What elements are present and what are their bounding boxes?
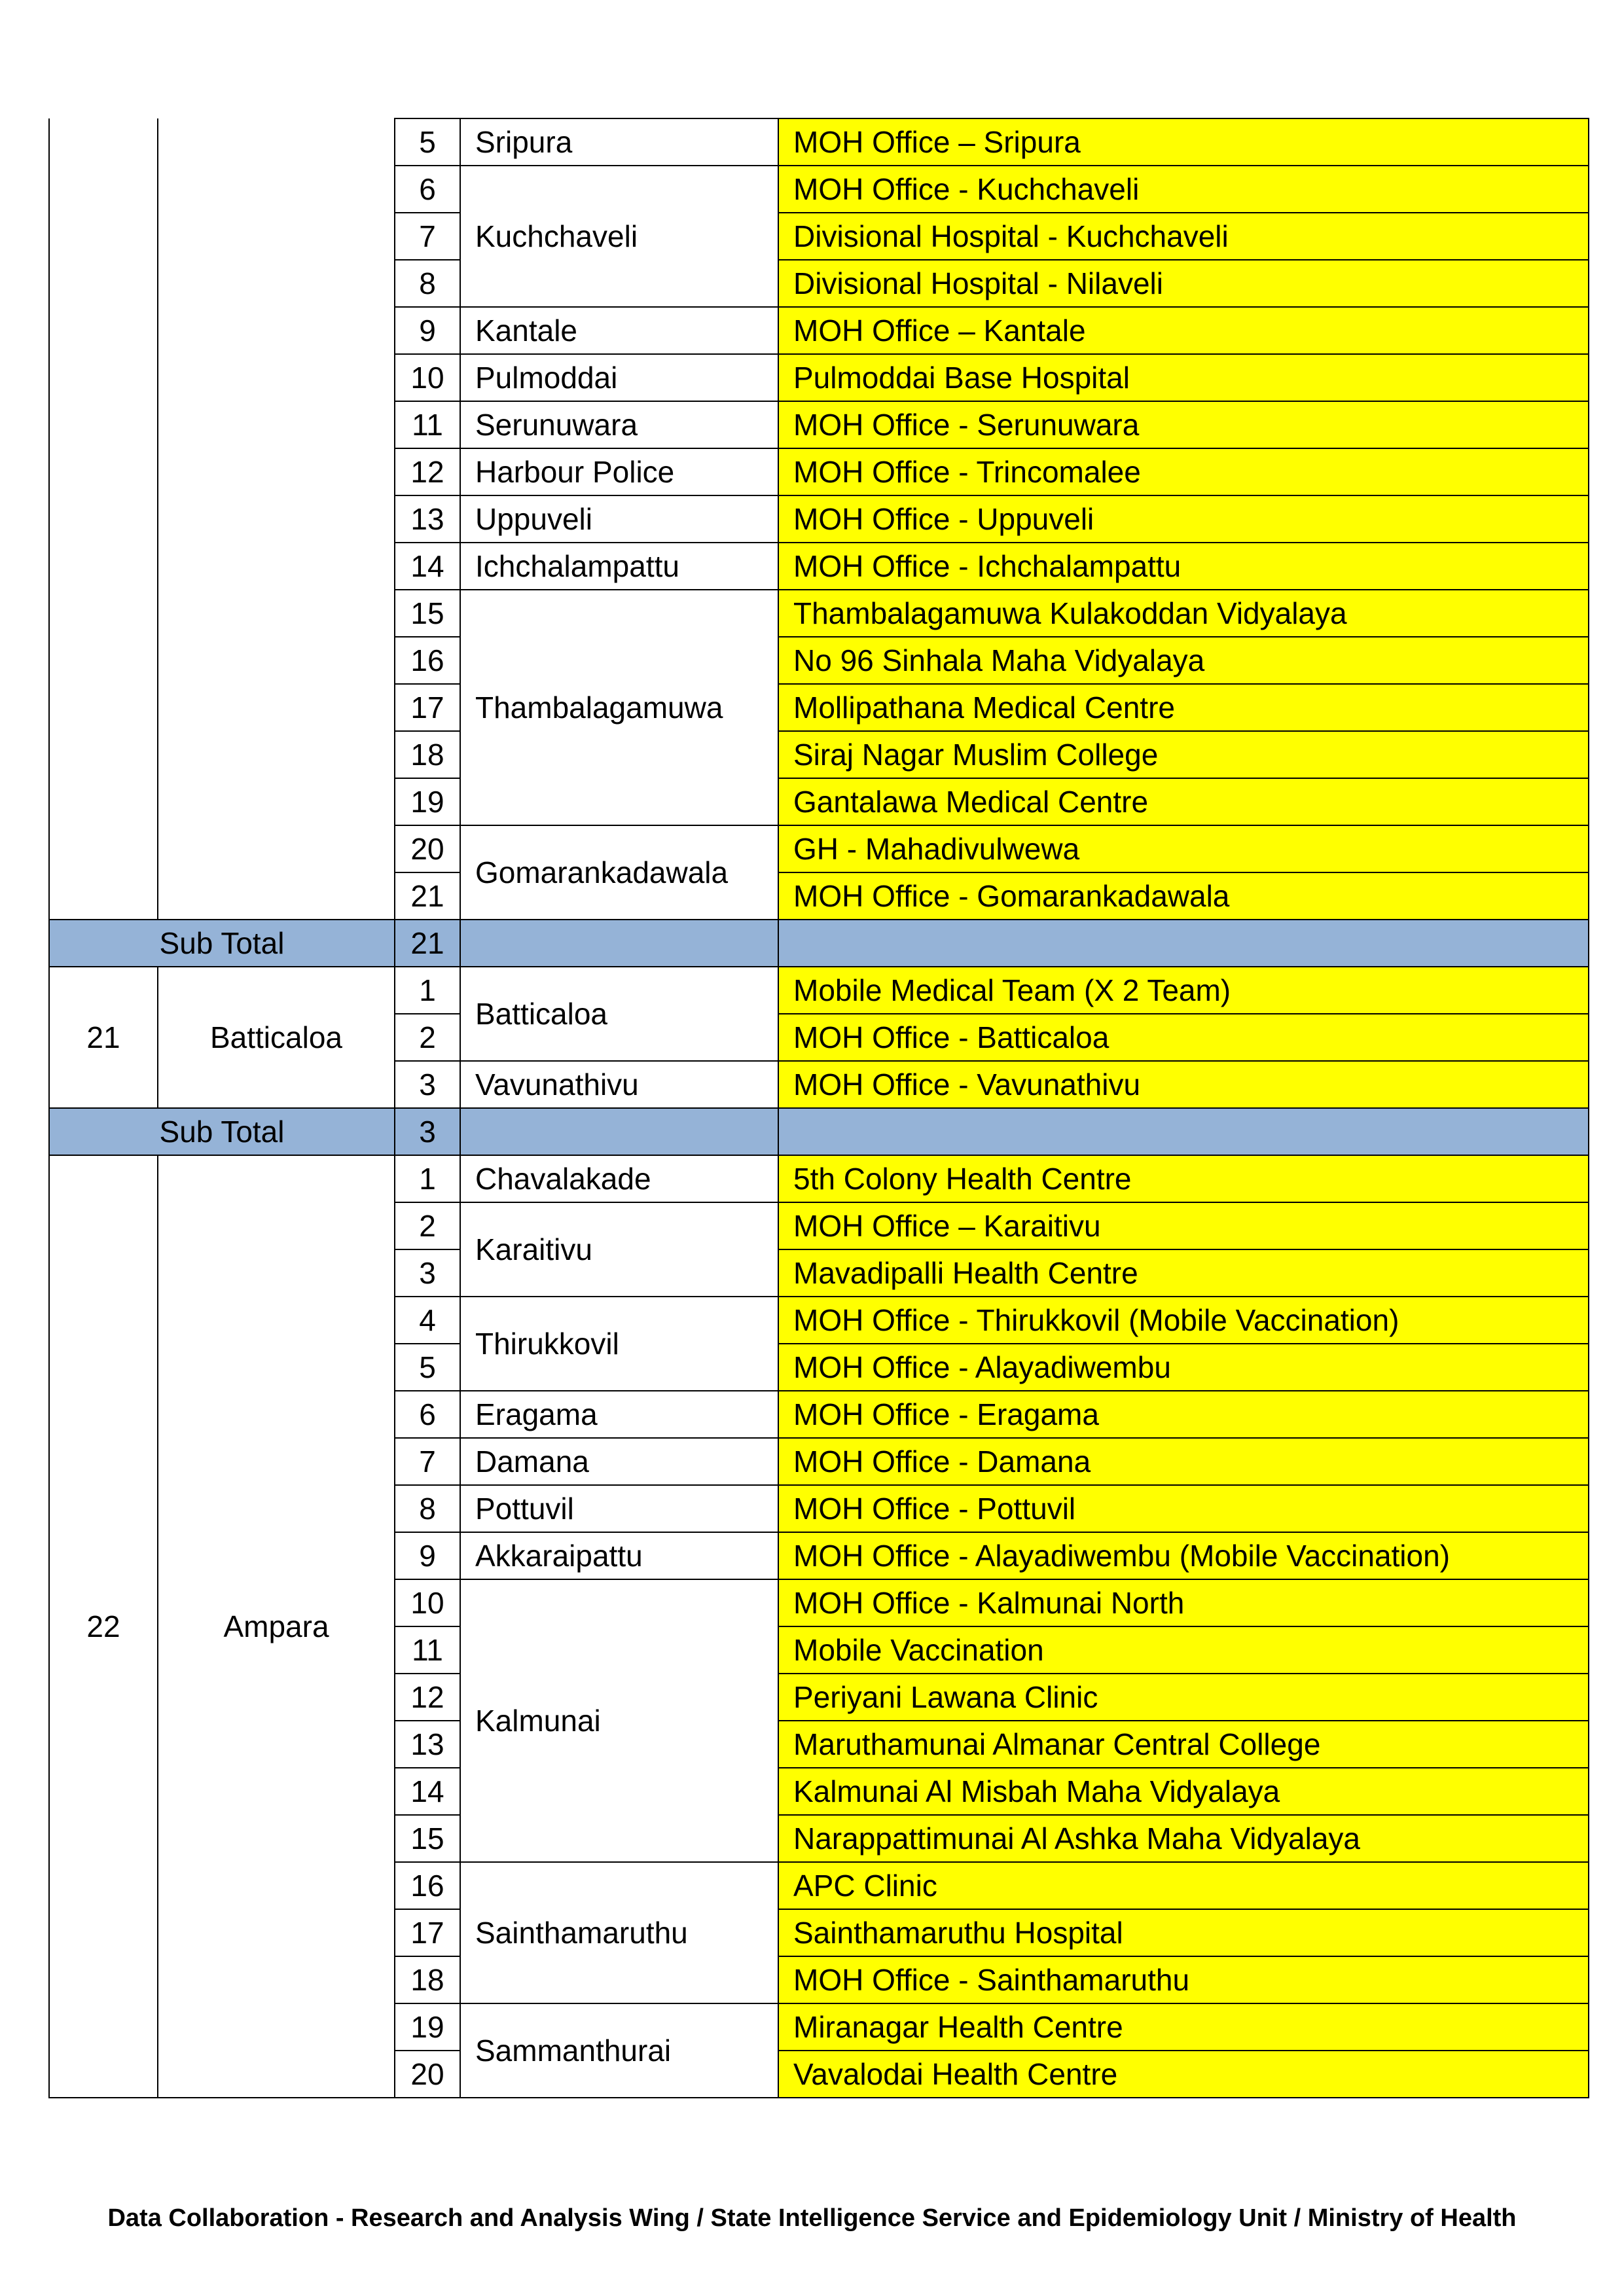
district-number: 22 — [49, 1155, 158, 2098]
row-number: 20 — [395, 2051, 460, 2098]
moh-area: Thirukkovil — [460, 1297, 778, 1391]
vaccination-centre: MOH Office - Thirukkovil (Mobile Vaccination) — [778, 1297, 1589, 1344]
row-number: 12 — [395, 448, 460, 495]
row-number: 14 — [395, 1768, 460, 1815]
subtotal-label: Sub Total — [49, 920, 395, 967]
row-number: 15 — [395, 1815, 460, 1862]
moh-area: Ichchalampattu — [460, 543, 778, 590]
district-name: Batticaloa — [158, 967, 395, 1108]
row-number: 1 — [395, 1155, 460, 1202]
row-number: 2 — [395, 1202, 460, 1249]
row-number: 9 — [395, 1532, 460, 1579]
moh-area: Sripura — [460, 118, 778, 166]
moh-area: Harbour Police — [460, 448, 778, 495]
row-number: 8 — [395, 1485, 460, 1532]
row-number: 15 — [395, 590, 460, 637]
vaccination-centre: MOH Office - Vavunathivu — [778, 1061, 1589, 1108]
vaccination-centre: APC Clinic — [778, 1862, 1589, 1909]
vaccination-centre: MOH Office - Ichchalampattu — [778, 543, 1589, 590]
moh-area: Thambalagamuwa — [460, 590, 778, 825]
table-row — [49, 967, 1589, 1014]
row-number: 13 — [395, 495, 460, 543]
row-number: 6 — [395, 1391, 460, 1438]
district-number — [49, 118, 158, 920]
vaccination-centre: Siraj Nagar Muslim College — [778, 731, 1589, 778]
vaccination-centre: Divisional Hospital - Nilaveli — [778, 260, 1589, 307]
row-number: 11 — [395, 1626, 460, 1674]
vaccination-centre: MOH Office - Alayadiwembu — [778, 1344, 1589, 1391]
row-number: 17 — [395, 684, 460, 731]
moh-area: Uppuveli — [460, 495, 778, 543]
row-number: 17 — [395, 1909, 460, 1956]
vaccination-centre: Divisional Hospital - Kuchchaveli — [778, 213, 1589, 260]
row-number: 10 — [395, 1579, 460, 1626]
moh-area: Kuchchaveli — [460, 166, 778, 307]
vaccination-centre: Sainthamaruthu Hospital — [778, 1909, 1589, 1956]
row-number: 7 — [395, 1438, 460, 1485]
moh-area: Kantale — [460, 307, 778, 354]
vaccination-centre: MOH Office - Eragama — [778, 1391, 1589, 1438]
vaccination-centre: Miranagar Health Centre — [778, 2003, 1589, 2051]
row-number: 13 — [395, 1721, 460, 1768]
row-number: 5 — [395, 118, 460, 166]
row-number: 18 — [395, 1956, 460, 2003]
district-name — [158, 118, 395, 920]
row-number: 3 — [395, 1061, 460, 1108]
vaccination-centre: MOH Office – Sripura — [778, 118, 1589, 166]
moh-area: Serunuwara — [460, 401, 778, 448]
table-row — [49, 1155, 1589, 1202]
row-number: 5 — [395, 1344, 460, 1391]
row-number: 9 — [395, 307, 460, 354]
row-number: 1 — [395, 967, 460, 1014]
moh-area: Gomarankadawala — [460, 825, 778, 920]
row-number: 3 — [395, 1249, 460, 1297]
moh-area: Sainthamaruthu — [460, 1862, 778, 2003]
vaccination-centre: MOH Office - Serunuwara — [778, 401, 1589, 448]
vaccination-centre: MOH Office - Sainthamaruthu — [778, 1956, 1589, 2003]
vaccination-centre: MOH Office - Kuchchaveli — [778, 166, 1589, 213]
row-number: 21 — [395, 872, 460, 920]
vaccination-centre: Mollipathana Medical Centre — [778, 684, 1589, 731]
vaccination-centre: Periyani Lawana Clinic — [778, 1674, 1589, 1721]
vaccination-centre: Kalmunai Al Misbah Maha Vidyalaya — [778, 1768, 1589, 1815]
vaccination-centre: Mobile Vaccination — [778, 1626, 1589, 1674]
subtotal-label: Sub Total — [49, 1108, 395, 1155]
subtotal-empty-moh — [460, 920, 778, 967]
vaccination-centre: Narappattimunai Al Ashka Maha Vidyalaya — [778, 1815, 1589, 1862]
row-number: 14 — [395, 543, 460, 590]
district-number: 21 — [49, 967, 158, 1108]
page-footer: Data Collaboration - Research and Analysis Wing / State Intelligence Service and Epidemiology Unit / Ministry of Health — [107, 2204, 1517, 2232]
moh-area: Karaitivu — [460, 1202, 778, 1297]
vaccination-centre: Thambalagamuwa Kulakoddan Vidyalaya — [778, 590, 1589, 637]
row-number: 16 — [395, 637, 460, 684]
moh-area: Sammanthurai — [460, 2003, 778, 2098]
vaccination-centre: MOH Office - Kalmunai North — [778, 1579, 1589, 1626]
vaccination-centre: Maruthamunai Almanar Central College — [778, 1721, 1589, 1768]
subtotal-row — [49, 920, 1589, 967]
vaccination-centre: MOH Office - Batticaloa — [778, 1014, 1589, 1061]
row-number: 4 — [395, 1297, 460, 1344]
moh-area: Pulmoddai — [460, 354, 778, 401]
row-number: 12 — [395, 1674, 460, 1721]
row-number: 19 — [395, 778, 460, 825]
vaccination-centre: Mavadipalli Health Centre — [778, 1249, 1589, 1297]
subtotal-empty-centre — [778, 1108, 1589, 1155]
subtotal-row — [49, 1108, 1589, 1155]
vaccination-centre: Gantalawa Medical Centre — [778, 778, 1589, 825]
moh-area: Akkaraipattu — [460, 1532, 778, 1579]
moh-area: Batticaloa — [460, 967, 778, 1061]
vaccination-centre: 5th Colony Health Centre — [778, 1155, 1589, 1202]
vaccination-centre: MOH Office - Uppuveli — [778, 495, 1589, 543]
vaccination-centre: Pulmoddai Base Hospital — [778, 354, 1589, 401]
vaccination-centre: MOH Office – Karaitivu — [778, 1202, 1589, 1249]
district-name: Ampara — [158, 1155, 395, 2098]
row-number: 20 — [395, 825, 460, 872]
row-number: 19 — [395, 2003, 460, 2051]
vaccination-centre: Mobile Medical Team (X 2 Team) — [778, 967, 1589, 1014]
row-number: 2 — [395, 1014, 460, 1061]
table-row — [49, 118, 1589, 166]
vaccination-centre: MOH Office - Damana — [778, 1438, 1589, 1485]
vaccination-centre: MOH Office - Pottuvil — [778, 1485, 1589, 1532]
subtotal-empty-centre — [778, 920, 1589, 967]
moh-area: Pottuvil — [460, 1485, 778, 1532]
moh-area: Eragama — [460, 1391, 778, 1438]
vaccination-centre: MOH Office - Gomarankadawala — [778, 872, 1589, 920]
moh-area: Vavunathivu — [460, 1061, 778, 1108]
subtotal-value: 21 — [395, 920, 460, 967]
vaccination-centre: Vavalodai Health Centre — [778, 2051, 1589, 2098]
vaccination-centre: MOH Office – Kantale — [778, 307, 1589, 354]
row-number: 7 — [395, 213, 460, 260]
subtotal-empty-moh — [460, 1108, 778, 1155]
vaccination-centre: No 96 Sinhala Maha Vidyalaya — [778, 637, 1589, 684]
vaccination-centres-table — [48, 118, 1589, 2098]
vaccination-centre: MOH Office - Alayadiwembu (Mobile Vaccination) — [778, 1532, 1589, 1579]
row-number: 10 — [395, 354, 460, 401]
vaccination-centre: GH - Mahadivulwewa — [778, 825, 1589, 872]
row-number: 16 — [395, 1862, 460, 1909]
subtotal-value: 3 — [395, 1108, 460, 1155]
moh-area: Kalmunai — [460, 1579, 778, 1862]
vaccination-centre: MOH Office - Trincomalee — [778, 448, 1589, 495]
moh-area: Damana — [460, 1438, 778, 1485]
moh-area: Chavalakade — [460, 1155, 778, 1202]
row-number: 8 — [395, 260, 460, 307]
row-number: 18 — [395, 731, 460, 778]
row-number: 11 — [395, 401, 460, 448]
row-number: 6 — [395, 166, 460, 213]
